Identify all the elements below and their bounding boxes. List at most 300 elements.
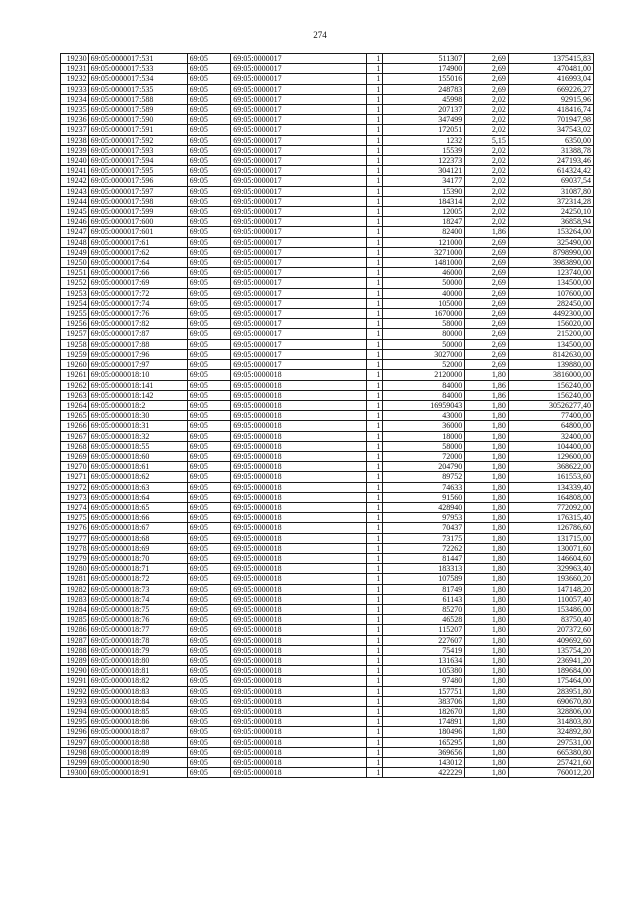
area-cell: 227607 bbox=[383, 635, 465, 645]
cadastral-number-cell: 69:05:0000018:69 bbox=[88, 543, 187, 553]
cadastral-value-cell: 324892,80 bbox=[508, 727, 593, 737]
table-row bbox=[61, 339, 594, 349]
row-number-cell: 19264 bbox=[61, 400, 89, 410]
cadastral-number-cell: 69:05:0000018:73 bbox=[88, 584, 187, 594]
cadastral-number-cell: 69:05:0000018:78 bbox=[88, 635, 187, 645]
rate-cell: 1,80 bbox=[465, 676, 509, 686]
cadastral-value-cell: 110057,40 bbox=[508, 594, 593, 604]
area-cell: 52000 bbox=[383, 360, 465, 370]
quarter-number-cell: 69:05:0000017 bbox=[231, 84, 367, 94]
rate-cell: 1,80 bbox=[465, 431, 509, 441]
cadastral-number-cell: 69:05:0000018:65 bbox=[88, 502, 187, 512]
table-row bbox=[61, 655, 594, 665]
area-cell: 204790 bbox=[383, 462, 465, 472]
cadastral-value-cell: 134339,40 bbox=[508, 482, 593, 492]
group-cell: 1 bbox=[367, 94, 383, 104]
district-code-cell: 69:05 bbox=[187, 390, 231, 400]
area-cell: 1232 bbox=[383, 135, 465, 145]
quarter-number-cell: 69:05:0000017 bbox=[231, 94, 367, 104]
rate-cell: 2,69 bbox=[465, 268, 509, 278]
quarter-number-cell: 69:05:0000017 bbox=[231, 105, 367, 115]
cadastral-value-cell: 347543,02 bbox=[508, 125, 593, 135]
group-cell: 1 bbox=[367, 421, 383, 431]
area-cell: 207137 bbox=[383, 105, 465, 115]
cadastral-value-cell: 1375415,83 bbox=[508, 54, 593, 64]
table-row bbox=[61, 523, 594, 533]
cadastral-value-cell: 614324,42 bbox=[508, 166, 593, 176]
area-cell: 80000 bbox=[383, 329, 465, 339]
table-row bbox=[61, 482, 594, 492]
area-cell: 115207 bbox=[383, 625, 465, 635]
district-code-cell: 69:05 bbox=[187, 655, 231, 665]
row-number-cell: 19250 bbox=[61, 258, 89, 268]
row-number-cell: 19290 bbox=[61, 666, 89, 676]
row-number-cell: 19280 bbox=[61, 564, 89, 574]
rate-cell: 2,69 bbox=[465, 74, 509, 84]
rate-cell: 2,69 bbox=[465, 339, 509, 349]
row-number-cell: 19287 bbox=[61, 635, 89, 645]
cadastral-number-cell: 69:05:0000017:533 bbox=[88, 64, 187, 74]
quarter-number-cell: 69:05:0000018 bbox=[231, 655, 367, 665]
district-code-cell: 69:05 bbox=[187, 645, 231, 655]
quarter-number-cell: 69:05:0000017 bbox=[231, 74, 367, 84]
cadastral-number-cell: 69:05:0000018:86 bbox=[88, 717, 187, 727]
group-cell: 1 bbox=[367, 758, 383, 768]
rate-cell: 2,69 bbox=[465, 288, 509, 298]
quarter-number-cell: 69:05:0000017 bbox=[231, 217, 367, 227]
row-number-cell: 19268 bbox=[61, 441, 89, 451]
table-row bbox=[61, 217, 594, 227]
row-number-cell: 19230 bbox=[61, 54, 89, 64]
group-cell: 1 bbox=[367, 105, 383, 115]
table-row bbox=[61, 645, 594, 655]
row-number-cell: 19256 bbox=[61, 319, 89, 329]
row-number-cell: 19300 bbox=[61, 768, 89, 778]
area-cell: 1481000 bbox=[383, 258, 465, 268]
district-code-cell: 69:05 bbox=[187, 594, 231, 604]
row-number-cell: 19247 bbox=[61, 227, 89, 237]
group-cell: 1 bbox=[367, 523, 383, 533]
group-cell: 1 bbox=[367, 564, 383, 574]
quarter-number-cell: 69:05:0000018 bbox=[231, 707, 367, 717]
cadastral-number-cell: 69:05:0000017:87 bbox=[88, 329, 187, 339]
cadastral-value-cell: 153486,00 bbox=[508, 604, 593, 614]
cadastral-value-cell: 283951,80 bbox=[508, 686, 593, 696]
quarter-number-cell: 69:05:0000018 bbox=[231, 635, 367, 645]
rate-cell: 2,69 bbox=[465, 329, 509, 339]
table-row bbox=[61, 625, 594, 635]
cadastral-value-cell: 4492300,00 bbox=[508, 309, 593, 319]
group-cell: 1 bbox=[367, 74, 383, 84]
table-row bbox=[61, 135, 594, 145]
group-cell: 1 bbox=[367, 533, 383, 543]
area-cell: 15539 bbox=[383, 145, 465, 155]
group-cell: 1 bbox=[367, 247, 383, 257]
quarter-number-cell: 69:05:0000018 bbox=[231, 533, 367, 543]
row-number-cell: 19263 bbox=[61, 390, 89, 400]
district-code-cell: 69:05 bbox=[187, 370, 231, 380]
row-number-cell: 19251 bbox=[61, 268, 89, 278]
area-cell: 369656 bbox=[383, 747, 465, 757]
cadastral-number-cell: 69:05:0000017:72 bbox=[88, 288, 187, 298]
district-code-cell: 69:05 bbox=[187, 217, 231, 227]
quarter-number-cell: 69:05:0000018 bbox=[231, 421, 367, 431]
quarter-number-cell: 69:05:0000017 bbox=[231, 135, 367, 145]
area-cell: 46528 bbox=[383, 615, 465, 625]
area-cell: 43000 bbox=[383, 411, 465, 421]
group-cell: 1 bbox=[367, 502, 383, 512]
cadastral-number-cell: 69:05:0000018:80 bbox=[88, 655, 187, 665]
row-number-cell: 19284 bbox=[61, 604, 89, 614]
table-row bbox=[61, 686, 594, 696]
table-row bbox=[61, 441, 594, 451]
cadastral-number-cell: 69:05:0000017:76 bbox=[88, 309, 187, 319]
row-number-cell: 19238 bbox=[61, 135, 89, 145]
district-code-cell: 69:05 bbox=[187, 676, 231, 686]
area-cell: 2120000 bbox=[383, 370, 465, 380]
cadastral-value-cell: 69037,54 bbox=[508, 176, 593, 186]
row-number-cell: 19262 bbox=[61, 380, 89, 390]
cadastral-number-cell: 69:05:0000017:66 bbox=[88, 268, 187, 278]
district-code-cell: 69:05 bbox=[187, 298, 231, 308]
area-cell: 45998 bbox=[383, 94, 465, 104]
cadastral-value-cell: 297531,00 bbox=[508, 737, 593, 747]
area-cell: 82400 bbox=[383, 227, 465, 237]
rate-cell: 2,69 bbox=[465, 349, 509, 359]
group-cell: 1 bbox=[367, 64, 383, 74]
group-cell: 1 bbox=[367, 625, 383, 635]
group-cell: 1 bbox=[367, 268, 383, 278]
row-number-cell: 19243 bbox=[61, 186, 89, 196]
cadastral-value-cell: 193660,20 bbox=[508, 574, 593, 584]
area-cell: 70437 bbox=[383, 523, 465, 533]
district-code-cell: 69:05 bbox=[187, 145, 231, 155]
quarter-number-cell: 69:05:0000017 bbox=[231, 227, 367, 237]
quarter-number-cell: 69:05:0000017 bbox=[231, 145, 367, 155]
area-cell: 105380 bbox=[383, 666, 465, 676]
rate-cell: 1,80 bbox=[465, 482, 509, 492]
table-row bbox=[61, 370, 594, 380]
area-cell: 105000 bbox=[383, 298, 465, 308]
area-cell: 74633 bbox=[383, 482, 465, 492]
area-cell: 182670 bbox=[383, 707, 465, 717]
group-cell: 1 bbox=[367, 727, 383, 737]
table-row bbox=[61, 309, 594, 319]
row-number-cell: 19242 bbox=[61, 176, 89, 186]
group-cell: 1 bbox=[367, 207, 383, 217]
row-number-cell: 19257 bbox=[61, 329, 89, 339]
page-number: 274 bbox=[313, 30, 327, 40]
cadastral-number-cell: 69:05:0000018:90 bbox=[88, 758, 187, 768]
cadastral-value-cell: 153264,00 bbox=[508, 227, 593, 237]
quarter-number-cell: 69:05:0000017 bbox=[231, 298, 367, 308]
group-cell: 1 bbox=[367, 462, 383, 472]
district-code-cell: 69:05 bbox=[187, 747, 231, 757]
cadastral-number-cell: 69:05:0000018:72 bbox=[88, 574, 187, 584]
quarter-number-cell: 69:05:0000018 bbox=[231, 370, 367, 380]
group-cell: 1 bbox=[367, 441, 383, 451]
quarter-number-cell: 69:05:0000017 bbox=[231, 339, 367, 349]
rate-cell: 2,69 bbox=[465, 84, 509, 94]
district-code-cell: 69:05 bbox=[187, 421, 231, 431]
cadastral-value-cell: 156240,00 bbox=[508, 380, 593, 390]
group-cell: 1 bbox=[367, 237, 383, 247]
cadastral-value-cell: 368622,00 bbox=[508, 462, 593, 472]
group-cell: 1 bbox=[367, 84, 383, 94]
table-row bbox=[61, 635, 594, 645]
district-code-cell: 69:05 bbox=[187, 125, 231, 135]
rate-cell: 1,80 bbox=[465, 727, 509, 737]
district-code-cell: 69:05 bbox=[187, 543, 231, 553]
cadastral-number-cell: 69:05:0000018:68 bbox=[88, 533, 187, 543]
district-code-cell: 69:05 bbox=[187, 237, 231, 247]
cadastral-value-cell: 760012,20 bbox=[508, 768, 593, 778]
quarter-number-cell: 69:05:0000018 bbox=[231, 553, 367, 563]
district-code-cell: 69:05 bbox=[187, 115, 231, 125]
group-cell: 1 bbox=[367, 553, 383, 563]
quarter-number-cell: 69:05:0000017 bbox=[231, 258, 367, 268]
quarter-number-cell: 69:05:0000017 bbox=[231, 319, 367, 329]
rate-cell: 1,80 bbox=[465, 696, 509, 706]
rate-cell: 1,80 bbox=[465, 451, 509, 461]
rate-cell: 1,80 bbox=[465, 553, 509, 563]
cadastral-number-cell: 69:05:0000017:69 bbox=[88, 278, 187, 288]
group-cell: 1 bbox=[367, 115, 383, 125]
cadastral-number-cell: 69:05:0000017:595 bbox=[88, 166, 187, 176]
cadastral-value-cell: 3983890,00 bbox=[508, 258, 593, 268]
cadastral-value-cell: 134500,00 bbox=[508, 278, 593, 288]
group-cell: 1 bbox=[367, 370, 383, 380]
quarter-number-cell: 69:05:0000018 bbox=[231, 594, 367, 604]
cadastral-value-cell: 131715,00 bbox=[508, 533, 593, 543]
rate-cell: 1,86 bbox=[465, 380, 509, 390]
cadastral-number-cell: 69:05:0000017:599 bbox=[88, 207, 187, 217]
table-row bbox=[61, 258, 594, 268]
district-code-cell: 69:05 bbox=[187, 462, 231, 472]
rate-cell: 2,02 bbox=[465, 156, 509, 166]
cadastral-number-cell: 69:05:0000018:88 bbox=[88, 737, 187, 747]
quarter-number-cell: 69:05:0000018 bbox=[231, 686, 367, 696]
table-row bbox=[61, 747, 594, 757]
cadastral-number-cell: 69:05:0000018:74 bbox=[88, 594, 187, 604]
area-cell: 511307 bbox=[383, 54, 465, 64]
cadastral-number-cell: 69:05:0000017:61 bbox=[88, 237, 187, 247]
rate-cell: 1,80 bbox=[465, 421, 509, 431]
cadastral-value-cell: 372314,28 bbox=[508, 196, 593, 206]
district-code-cell: 69:05 bbox=[187, 441, 231, 451]
quarter-number-cell: 69:05:0000018 bbox=[231, 492, 367, 502]
table-row bbox=[61, 584, 594, 594]
cadastral-value-cell: 8142630,00 bbox=[508, 349, 593, 359]
row-number-cell: 19267 bbox=[61, 431, 89, 441]
rate-cell: 1,80 bbox=[465, 758, 509, 768]
table-row bbox=[61, 615, 594, 625]
table-row bbox=[61, 268, 594, 278]
cadastral-number-cell: 69:05:0000018:83 bbox=[88, 686, 187, 696]
table-row bbox=[61, 594, 594, 604]
area-cell: 73175 bbox=[383, 533, 465, 543]
quarter-number-cell: 69:05:0000017 bbox=[231, 176, 367, 186]
quarter-number-cell: 69:05:0000017 bbox=[231, 186, 367, 196]
quarter-number-cell: 69:05:0000018 bbox=[231, 696, 367, 706]
table-row bbox=[61, 360, 594, 370]
area-cell: 304121 bbox=[383, 166, 465, 176]
rate-cell: 1,80 bbox=[465, 655, 509, 665]
district-code-cell: 69:05 bbox=[187, 156, 231, 166]
quarter-number-cell: 69:05:0000018 bbox=[231, 574, 367, 584]
quarter-number-cell: 69:05:0000017 bbox=[231, 278, 367, 288]
cadastral-value-cell: 130071,60 bbox=[508, 543, 593, 553]
table-row bbox=[61, 451, 594, 461]
row-number-cell: 19283 bbox=[61, 594, 89, 604]
table-row bbox=[61, 553, 594, 563]
group-cell: 1 bbox=[367, 513, 383, 523]
area-cell: 58000 bbox=[383, 319, 465, 329]
district-code-cell: 69:05 bbox=[187, 288, 231, 298]
district-code-cell: 69:05 bbox=[187, 166, 231, 176]
rate-cell: 2,69 bbox=[465, 319, 509, 329]
row-number-cell: 19289 bbox=[61, 655, 89, 665]
group-cell: 1 bbox=[367, 349, 383, 359]
group-cell: 1 bbox=[367, 768, 383, 778]
district-code-cell: 69:05 bbox=[187, 329, 231, 339]
quarter-number-cell: 69:05:0000018 bbox=[231, 400, 367, 410]
table-row bbox=[61, 125, 594, 135]
table-row bbox=[61, 105, 594, 115]
cadastral-value-table bbox=[60, 53, 594, 778]
cadastral-value-cell: 3816000,00 bbox=[508, 370, 593, 380]
table-row bbox=[61, 74, 594, 84]
table-row bbox=[61, 727, 594, 737]
row-number-cell: 19235 bbox=[61, 105, 89, 115]
rate-cell: 1,80 bbox=[465, 523, 509, 533]
table-row bbox=[61, 707, 594, 717]
row-number-cell: 19297 bbox=[61, 737, 89, 747]
row-number-cell: 19272 bbox=[61, 482, 89, 492]
cadastral-value-cell: 215200,00 bbox=[508, 329, 593, 339]
rate-cell: 1,80 bbox=[465, 492, 509, 502]
cadastral-number-cell: 69:05:0000017:589 bbox=[88, 105, 187, 115]
group-cell: 1 bbox=[367, 431, 383, 441]
cadastral-number-cell: 69:05:0000017:597 bbox=[88, 186, 187, 196]
district-code-cell: 69:05 bbox=[187, 707, 231, 717]
area-cell: 107589 bbox=[383, 574, 465, 584]
quarter-number-cell: 69:05:0000017 bbox=[231, 288, 367, 298]
quarter-number-cell: 69:05:0000017 bbox=[231, 360, 367, 370]
row-number-cell: 19233 bbox=[61, 84, 89, 94]
group-cell: 1 bbox=[367, 604, 383, 614]
cadastral-number-cell: 69:05:0000018:61 bbox=[88, 462, 187, 472]
area-cell: 183313 bbox=[383, 564, 465, 574]
area-cell: 50000 bbox=[383, 339, 465, 349]
cadastral-value-cell: 31087,80 bbox=[508, 186, 593, 196]
rate-cell: 2,69 bbox=[465, 237, 509, 247]
cadastral-number-cell: 69:05:0000018:91 bbox=[88, 768, 187, 778]
row-number-cell: 19241 bbox=[61, 166, 89, 176]
cadastral-value-cell: 247193,46 bbox=[508, 156, 593, 166]
row-number-cell: 19255 bbox=[61, 309, 89, 319]
row-number-cell: 19237 bbox=[61, 125, 89, 135]
rate-cell: 1,80 bbox=[465, 604, 509, 614]
area-cell: 72000 bbox=[383, 451, 465, 461]
cadastral-number-cell: 69:05:0000018:81 bbox=[88, 666, 187, 676]
cadastral-value-cell: 329963,40 bbox=[508, 564, 593, 574]
cadastral-number-cell: 69:05:0000018:71 bbox=[88, 564, 187, 574]
table-row bbox=[61, 145, 594, 155]
cadastral-number-cell: 69:05:0000018:66 bbox=[88, 513, 187, 523]
rate-cell: 1,80 bbox=[465, 768, 509, 778]
table-row bbox=[61, 390, 594, 400]
area-cell: 143012 bbox=[383, 758, 465, 768]
cadastral-number-cell: 69:05:0000018:60 bbox=[88, 451, 187, 461]
area-cell: 248783 bbox=[383, 84, 465, 94]
district-code-cell: 69:05 bbox=[187, 186, 231, 196]
quarter-number-cell: 69:05:0000017 bbox=[231, 268, 367, 278]
district-code-cell: 69:05 bbox=[187, 94, 231, 104]
cadastral-number-cell: 69:05:0000017:535 bbox=[88, 84, 187, 94]
table-row bbox=[61, 574, 594, 584]
cadastral-value-cell: 701947,98 bbox=[508, 115, 593, 125]
cadastral-value-cell: 135754,20 bbox=[508, 645, 593, 655]
group-cell: 1 bbox=[367, 451, 383, 461]
area-cell: 1670000 bbox=[383, 309, 465, 319]
table-row bbox=[61, 298, 594, 308]
area-cell: 122373 bbox=[383, 156, 465, 166]
row-number-cell: 19273 bbox=[61, 492, 89, 502]
group-cell: 1 bbox=[367, 390, 383, 400]
cadastral-number-cell: 69:05:0000017:64 bbox=[88, 258, 187, 268]
district-code-cell: 69:05 bbox=[187, 451, 231, 461]
cadastral-value-cell: 156240,00 bbox=[508, 390, 593, 400]
table-row bbox=[61, 288, 594, 298]
row-number-cell: 19291 bbox=[61, 676, 89, 686]
table-row bbox=[61, 431, 594, 441]
cadastral-value-cell: 146604,60 bbox=[508, 553, 593, 563]
rate-cell: 2,69 bbox=[465, 309, 509, 319]
row-number-cell: 19271 bbox=[61, 472, 89, 482]
district-code-cell: 69:05 bbox=[187, 758, 231, 768]
district-code-cell: 69:05 bbox=[187, 635, 231, 645]
quarter-number-cell: 69:05:0000018 bbox=[231, 411, 367, 421]
cadastral-value-cell: 147148,20 bbox=[508, 584, 593, 594]
district-code-cell: 69:05 bbox=[187, 74, 231, 84]
rate-cell: 2,02 bbox=[465, 196, 509, 206]
cadastral-number-cell: 69:05:0000018:89 bbox=[88, 747, 187, 757]
district-code-cell: 69:05 bbox=[187, 278, 231, 288]
cadastral-value-cell: 314803,80 bbox=[508, 717, 593, 727]
rate-cell: 1,80 bbox=[465, 594, 509, 604]
group-cell: 1 bbox=[367, 54, 383, 64]
table-row bbox=[61, 421, 594, 431]
area-cell: 347499 bbox=[383, 115, 465, 125]
cadastral-number-cell: 69:05:0000017:88 bbox=[88, 339, 187, 349]
table-row bbox=[61, 349, 594, 359]
rate-cell: 1,80 bbox=[465, 666, 509, 676]
district-code-cell: 69:05 bbox=[187, 207, 231, 217]
district-code-cell: 69:05 bbox=[187, 492, 231, 502]
row-number-cell: 19296 bbox=[61, 727, 89, 737]
cadastral-number-cell: 69:05:0000017:82 bbox=[88, 319, 187, 329]
quarter-number-cell: 69:05:0000017 bbox=[231, 349, 367, 359]
cadastral-number-cell: 69:05:0000018:75 bbox=[88, 604, 187, 614]
rate-cell: 1,80 bbox=[465, 462, 509, 472]
rate-cell: 1,80 bbox=[465, 411, 509, 421]
area-cell: 72262 bbox=[383, 543, 465, 553]
district-code-cell: 69:05 bbox=[187, 686, 231, 696]
table-row bbox=[61, 564, 594, 574]
cadastral-value-cell: 8798990,00 bbox=[508, 247, 593, 257]
district-code-cell: 69:05 bbox=[187, 247, 231, 257]
